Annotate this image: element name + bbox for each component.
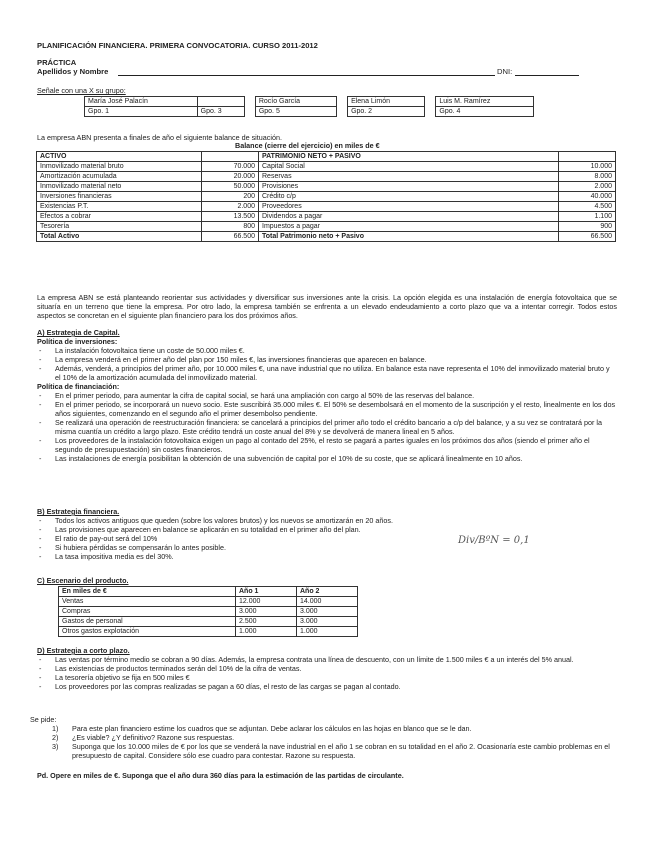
list-item: - En el primer periodo, para aumentar la cifra de capital social, se hará una ampliación con cargo al 50% de las reservas del balance. xyxy=(37,391,617,400)
document-title: PLANIFICACIÓN FINANCIERA. PRIMERA CONVOCATORIA. CURSO 2011-2012 xyxy=(37,41,318,50)
activo-header: ACTIVO xyxy=(37,152,202,162)
questions-intro: Se pide: xyxy=(30,715,57,724)
apellidos-label: Apellidos y Nombre xyxy=(37,67,109,76)
description-paragraph: La empresa ABN se está planteando reorientar sus actividades y diversificar sus inversiones ante la crisis. La opción elegida es una instalación de energía fotovoltaica que se situaría en un terreno que tiene la empresa. Por otro lado, la empresa también se enfrenta a un elevado endeudamiento a corto plazo que va a intentar corregir. Todos estos aspectos se concretan en el siguiente plan financiero para los dos próximos años. xyxy=(37,293,617,320)
intro-text: La empresa ABN presenta a finales de año el siguiente balance de situación. xyxy=(37,133,282,142)
list-item: - La instalación fotovoltaica tiene un coste de 50.000 miles €. xyxy=(37,346,617,355)
footer-note: Pd. Opere en miles de €. Suponga que el año dura 360 días para la estimación de las partidas de circulante. xyxy=(37,771,404,780)
section-d xyxy=(37,646,617,691)
group-name-4: Luis M. Ramírez xyxy=(436,97,534,107)
list-item: - Los proveedores por las compras realizadas se pagan a 60 días, el resto de las cargas se pagan al contado. xyxy=(37,682,617,691)
group-checkbox-4[interactable]: Gpo. 4 xyxy=(436,107,534,117)
question-item: 1) Para este plan financiero estime los cuadros que se adjuntan. Debe aclarar los cálculos en las hojas en blanco que se le dan. xyxy=(52,724,472,733)
balance-row: Inmovilizado material neto 50.000 Provisiones 2.000 xyxy=(37,182,616,192)
list-item: - Todos los activos antiguos que queden (sobre los valores brutos) y los nuevos se amortizarán en 20 años. xyxy=(37,516,457,525)
list-item: - Las instalaciones de energía posibilitan la obtención de una subvención de capital por el 10% de su coste, que se aplicará linealmente en 10 años. xyxy=(37,454,617,463)
group-table xyxy=(84,96,534,117)
inversiones-title: Política de inversiones: xyxy=(37,337,118,346)
balance-row: Amortización acumulada 20.000 Reservas 8.000 xyxy=(37,172,616,182)
practica-label: PRÁCTICA xyxy=(37,58,77,67)
question-item: 3) Suponga que los 10.000 miles de € por los que se venderá la nave industrial en el año 1 se cobran en su totalidad en el año 2. Ocasionaría este cambio problemas en el presupuesto de capital. Considere sólo ese cuadro para contestar. Razone su respuesta. xyxy=(52,742,610,760)
section-d-list xyxy=(37,655,617,691)
list-item: - La tasa impositiva media es del 30%. xyxy=(37,552,457,561)
balance-row: Inversiones financieras 200 Crédito c/p 40.000 xyxy=(37,192,616,202)
table-row: Compras 3.000 3.000 xyxy=(59,607,358,617)
balance-table xyxy=(36,151,616,242)
list-item: - Las provisiones que aparecen en balance se aplicarán en su totalidad en el primer año del plan. xyxy=(37,525,457,534)
list-item: - Los proveedores de la instalación fotovoltaica exigen un pago al contado del 25%, el resto se pagará a partes iguales en los próximos dos años (siendo el primer año el segundo de presupuestación) sin costes financieros. xyxy=(37,436,617,454)
list-item: - Además, venderá, a principios del primer año, por 10.000 miles €, una nave industrial que no utiliza. En balance esta nave representa el 10% del inmovilizado material bruto y el 10% de la amortización acumulada del inmovilizado material. xyxy=(37,364,617,382)
balance-row: Inmovilizado material bruto 70.000 Capital Social 10.000 xyxy=(37,162,616,172)
section-a-title: A) Estrategia de Capital. xyxy=(37,328,120,337)
balance-title: Balance (cierre del ejercicio) en miles de € xyxy=(235,141,380,150)
list-item: - La empresa venderá en el primer año del plan por 150 miles €, las inversiones financieras que aparecen en balance. xyxy=(37,355,617,364)
list-item: - Si hubiera pérdidas se compensarán lo antes posible. xyxy=(37,543,457,552)
balance-total-row: Total Activo 66.500 Total Patrimonio neto + Pasivo 66.500 xyxy=(37,232,616,242)
list-item: - La tesorería objetivo se fija en 500 miles € xyxy=(37,673,617,682)
table-row: Otros gastos explotación 1.000 1.000 xyxy=(59,627,358,637)
group-name-2: Elena Limón xyxy=(348,97,425,107)
financiacion-title: Política de financiación: xyxy=(37,382,120,391)
name-field[interactable] xyxy=(118,75,495,76)
group-name-3 xyxy=(197,97,244,107)
group-name-1: María José Palacín xyxy=(85,97,198,107)
section-c-title: C) Escenario del producto. xyxy=(37,576,129,585)
list-item: - Las existencias de productos terminados serán del 10% de la cifra de ventas. xyxy=(37,664,617,673)
balance-row: Tesorería 800 Impuestos a pagar 900 xyxy=(37,222,616,232)
financiacion-list xyxy=(37,391,617,463)
list-item: - En el primer periodo, se incorporará un nuevo socio. Este suscribirá 35.000 miles €. El 50% se desembolsará en el momento de la suscripción y el resto, linealmente en los dos años siguientes, comenzando en el segundo año el primer desembolso pendiente. xyxy=(37,400,617,418)
dni-label: DNI: xyxy=(497,67,513,76)
group-checkbox-3[interactable]: Gpo. 3 xyxy=(197,107,244,117)
balance-row: Efectos a cobrar 13.500 Dividendos a pagar 1.100 xyxy=(37,212,616,222)
section-a xyxy=(37,328,617,463)
section-b-list xyxy=(37,516,457,561)
list-item: - Las ventas por término medio se cobran a 90 días. Además, la empresa contrata una línea de descuento, con un límite de 1.500 miles € a un interés del 5% anual. xyxy=(37,655,617,664)
inversiones-list xyxy=(37,346,617,382)
pasivo-header: PATRIMONIO NETO + PASIVO xyxy=(259,152,559,162)
section-d-title: D) Estrategia a corto plazo. xyxy=(37,646,130,655)
dni-field[interactable] xyxy=(515,75,579,76)
group-name-5: Rocío García xyxy=(255,97,336,107)
balance-row: Existencias P.T. 2.000 Proveedores 4.500 xyxy=(37,202,616,212)
table-row: Ventas 12.000 14.000 xyxy=(59,597,358,607)
group-instruction: Señale con una X su grupo: xyxy=(37,86,126,95)
group-checkbox-5[interactable]: Gpo. 5 xyxy=(255,107,336,117)
list-item: - Se realizará una operación de reestructuración financiera: se cancelará a principios del primer año todo el crédito bancario a c/p del balance, y a su vez se contratará por la misma cuantía un crédito a largo plazo. Este crédito tendrá un coste anual del 8% y se devolverá de manera lineal en 5 años. xyxy=(37,418,617,436)
group-checkbox-2[interactable]: Gpo. 2 xyxy=(348,107,425,117)
questions-list xyxy=(50,724,615,760)
product-table: En miles de € Año 1 Año 2 Ventas 12.000 14.000 Compras 3.000 3.000 Gastos de personal 2.500 3.000 Otros gastos explotación 1.000 1.000 xyxy=(58,586,358,637)
section-b-title: B) Estrategia financiera. xyxy=(37,507,120,516)
list-item: - El ratio de pay-out será del 10% xyxy=(37,534,457,543)
table-row: Gastos de personal 2.500 3.000 xyxy=(59,617,358,627)
question-item: 2) ¿Es viable? ¿Y definitivo? Razone sus respuestas. xyxy=(52,733,235,742)
group-checkbox-1[interactable]: Gpo. 1 xyxy=(85,107,198,117)
handwritten-note: Div/BºN = 0,1 xyxy=(458,535,530,546)
section-b xyxy=(37,507,457,561)
